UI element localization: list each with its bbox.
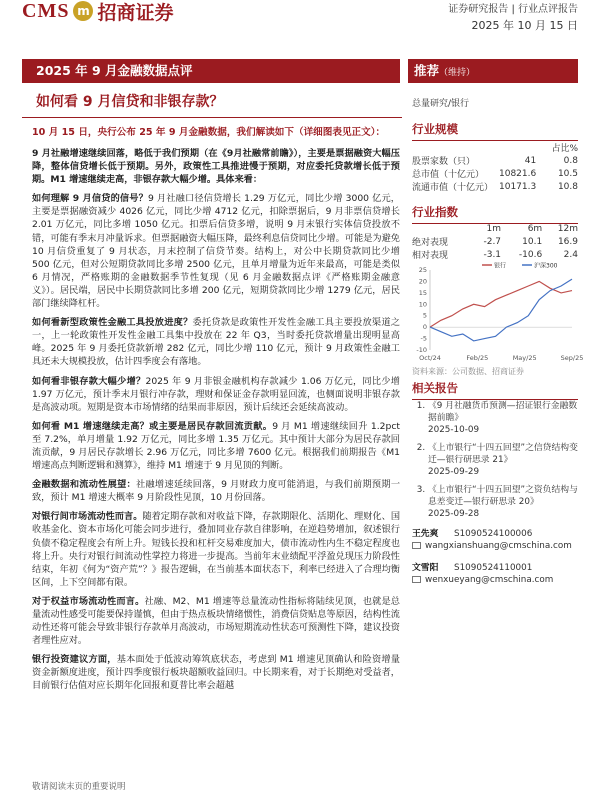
y-tick-label: -10 bbox=[416, 346, 427, 354]
related-report-item[interactable]: 1. 《9 月社融货币预测—招证银行金融数据前瞻》 2025-10-09 bbox=[428, 400, 580, 436]
index-table bbox=[412, 222, 578, 261]
para-equity: 对于权益市场流动性而言。社融、M2、M1 增速等总量流动性指标将陆续见顶，也就是总量流动性感受可能要保持谨慎，但由于热点板块情绪惯性，消费信贷贴息等原因，结构性流动性还将可能会导致非银行存款单月高波动，市场短期流动性状态可预测性下降，建议投资者理性应对。 bbox=[32, 595, 400, 647]
y-tick-label: 5 bbox=[422, 311, 427, 320]
y-tick-label: 20 bbox=[418, 277, 427, 286]
y-tick-label: 15 bbox=[418, 288, 427, 297]
rating-note: （维持） bbox=[439, 68, 476, 78]
para-outlook: 金融数据和流动性展望：社融增速延续回落，9 月财政力度可能消退，与我们前期预期一致，预计 M1 增速大概率 9 月阶段性见顶，10 月份回落。 bbox=[32, 479, 401, 504]
brand-logo bbox=[22, 0, 173, 22]
scale-header-pct: 占比% bbox=[551, 144, 578, 154]
y-tick-label: 0 bbox=[422, 323, 427, 332]
x-tick-label: May/25 bbox=[512, 354, 537, 362]
main-body bbox=[32, 147, 400, 699]
report-date: 2025 年 10 月 15 日 bbox=[471, 19, 578, 32]
report-type: 证券研究报告 | 行业点评报告 bbox=[448, 4, 578, 15]
legend-label: 银行 bbox=[494, 262, 507, 270]
chart-source: 资料来源：公司数据、招商证券 bbox=[412, 367, 524, 376]
table-row: 相对表现 -3.1 -10.6 2.4 bbox=[412, 249, 578, 261]
report-subtitle: 如何看 9 月信贷和非银存款？ bbox=[36, 94, 224, 110]
analyst-name: 王先爽 bbox=[412, 529, 439, 539]
related-heading: 相关报告 bbox=[412, 380, 578, 400]
related-report-item[interactable]: 2. 《上市银行“十四五回望”之信贷结构变迁—银行研思录 21》 2025-09-29 bbox=[428, 442, 580, 478]
logo-badge-icon: m bbox=[73, 1, 93, 21]
table-row: 股票家数（只） 41 0.8 bbox=[412, 155, 578, 167]
logo-cn: 招商证券 bbox=[97, 1, 174, 24]
series-line bbox=[430, 281, 572, 327]
related-report-item[interactable]: 3. 《上市银行“十四五回望”之资负结构与息差变迁—银行研思录 20》 2025-09-28 bbox=[428, 484, 580, 520]
index-heading: 行业指数 bbox=[412, 204, 578, 224]
analyst-email[interactable]: wenxueyang@cmschina.com bbox=[425, 575, 554, 585]
table-row: 流通市值（十亿元） 10171.3 10.8 bbox=[412, 181, 578, 193]
para-interbank: 对银行间市场流动性而言。随着定期存款和对收益下降，存款期限化、活期化、理财化、国收基金化、资本市场化可能会同步进行，叠加同业存款自律影响，在逆趋势增加，叙述银行负债不稳定程度会有所上升。短钱长投和杠杆交易难度加大，债市流动性内生不稳定程度也将上升。央行对银行间流动性掌控力将进一步提高。当前年末业绩配平浮盈兑现压力阶段性结束，年初《何为“资产荒”？》报告逻辑，在当前基本面状态下，利率已经进入了合理均衡区间，上下空间都有限。 bbox=[32, 511, 401, 588]
industry-label: 总量研究/银行 bbox=[412, 99, 470, 109]
y-tick-label: 10 bbox=[418, 300, 427, 309]
analyst-2 bbox=[412, 562, 582, 586]
x-tick-label: Sep/25 bbox=[560, 354, 584, 362]
scale-heading: 行业规模 bbox=[412, 121, 578, 141]
mail-icon bbox=[412, 542, 421, 549]
analyst-name: 文雪阳 bbox=[412, 563, 439, 573]
x-tick-label: Feb/25 bbox=[466, 354, 489, 362]
scale-table bbox=[412, 141, 578, 193]
analyst-1 bbox=[412, 528, 582, 552]
rating: 推荐 bbox=[414, 63, 440, 78]
table-row: 总市值（十亿元） 10821.6 10.5 bbox=[412, 168, 578, 180]
para-policy-tools: 如何看新型政策性金融工具投放进度？委托贷款是政策性开发性金融工具主要投放渠道之一，上一轮政策性开发性金融工具集中投放在 22 年 Q3，当时委托贷款增量出现明显高峰。2025 年 9 月委托贷款新增 282 亿元，同比少增 110 亿元，预计 9 月政策性金融工具还未大规模投放，估计四季度会有落地。 bbox=[32, 317, 401, 368]
table-header: 1m 6m 12m bbox=[486, 223, 578, 234]
x-tick-label: Oct/24 bbox=[419, 354, 441, 362]
footer-note: 敬请阅读末页的重要说明 bbox=[32, 782, 126, 792]
para-credit: 如何理解 9 月信贷的信号？9 月社融口径信贷增长 1.29 万亿元，同比少增 3000 亿元，主要是票据融资减少 4026 亿元，同比少增 4712 亿元，扣除票据后，9 月非票信贷增长 2.01 万亿元，同比多增 1050 亿元。扣票后信贷多增，说明 9 月末银行实体信贷投放不错，可能有季末月冲量诉求。但票据融资大幅压降，最终利息信贷同比少增。可能是为避免 10 月信贷重复了 9 月状态，月末控制了信贷节奏。结构上，对公中长期贷款同比少增 500 亿元，但对公短期贷款同比多增 2500 亿元，且单月增量为近年来最高，可能是类似 6 月情况，严格账期的金融数据季节性复现（见 6 月金融数据点评《严格账期金融意义》）。居民端，居民中长期贷款同比多增 200 亿元，短期贷款同比少增 1279 亿元，居民部门继续降杠杆。 bbox=[32, 193, 400, 310]
report-meta bbox=[448, 2, 578, 34]
index-line-chart bbox=[412, 260, 584, 366]
rating-bar bbox=[408, 59, 578, 83]
report-title: 2025 年 9 月金融数据点评 bbox=[22, 59, 400, 83]
analyst-cert: S1090524110001 bbox=[454, 563, 533, 573]
para-summary: 9 月社融增速继续回落，略低于我们预期（在《9月社融常前瞻》），主要是票据融资大幅压降，整体信贷增长低于预期。另外，政策性工具推进慢于预期，对应委托贷款增长低于预期。M1 增速继续走高，非银存款大幅少增。具体来看： bbox=[32, 148, 400, 186]
legend-label: 沪深300 bbox=[534, 262, 558, 270]
mail-icon bbox=[412, 576, 421, 583]
table-row: 绝对表现 -2.7 10.1 16.9 bbox=[412, 236, 578, 248]
para-nonbank-deposits: 如何看非银存款大幅少增？2025 年 9 月非银金融机构存款减少 1.06 万亿元，同比少增 1.97 万亿元，预计季末月银行冲存款，理财和保证金存款明显回流，也侧面说明非银存款是高波动项。短期是资本市场情绪的结果而非原因，预计后续还会延续高波动。 bbox=[32, 375, 400, 413]
related-reports bbox=[412, 400, 580, 526]
para-m1: 如何看 M1 增速继续走高？或主要是居民存款回流贡献。9 月 M1 增速继续回升 1.2pct 至 7.2%，单月增量 1.92 万亿元，同比多增 1.35 万亿元。其中预计大部分为居民存款回流贡献，9 月居民存款增长 2.96 万亿元，同比多增 7600 亿元。根据我们前期报告《M1 增速高点判断逻辑和测算》，维持 M1 增速于 9 月见顶的判断。 bbox=[32, 420, 400, 472]
divider bbox=[22, 117, 402, 118]
para-investment: 银行投资建议方面，基本面处于低波动筹筑底状态，考虑到 M1 增速见顶确认和险资增量资金新额度进度，预计四季度银行板块超额收益回归。中长期来看，对于长期绝对受益者，目前银行估值对应长期年化回报和夏普比率会超越 bbox=[32, 654, 400, 692]
intro-text: 10 月 15 日，央行公布 25 年 9 月金融数据，我们解读如下（详细图表见正文）： bbox=[32, 127, 386, 138]
analyst-email[interactable]: wangxianshuang@cmschina.com bbox=[425, 541, 572, 551]
logo-latin: CMS bbox=[22, 0, 70, 22]
analyst-cert: S1090524100006 bbox=[454, 529, 533, 539]
y-tick-label: -5 bbox=[420, 334, 427, 343]
y-tick-label: 25 bbox=[418, 266, 427, 274]
